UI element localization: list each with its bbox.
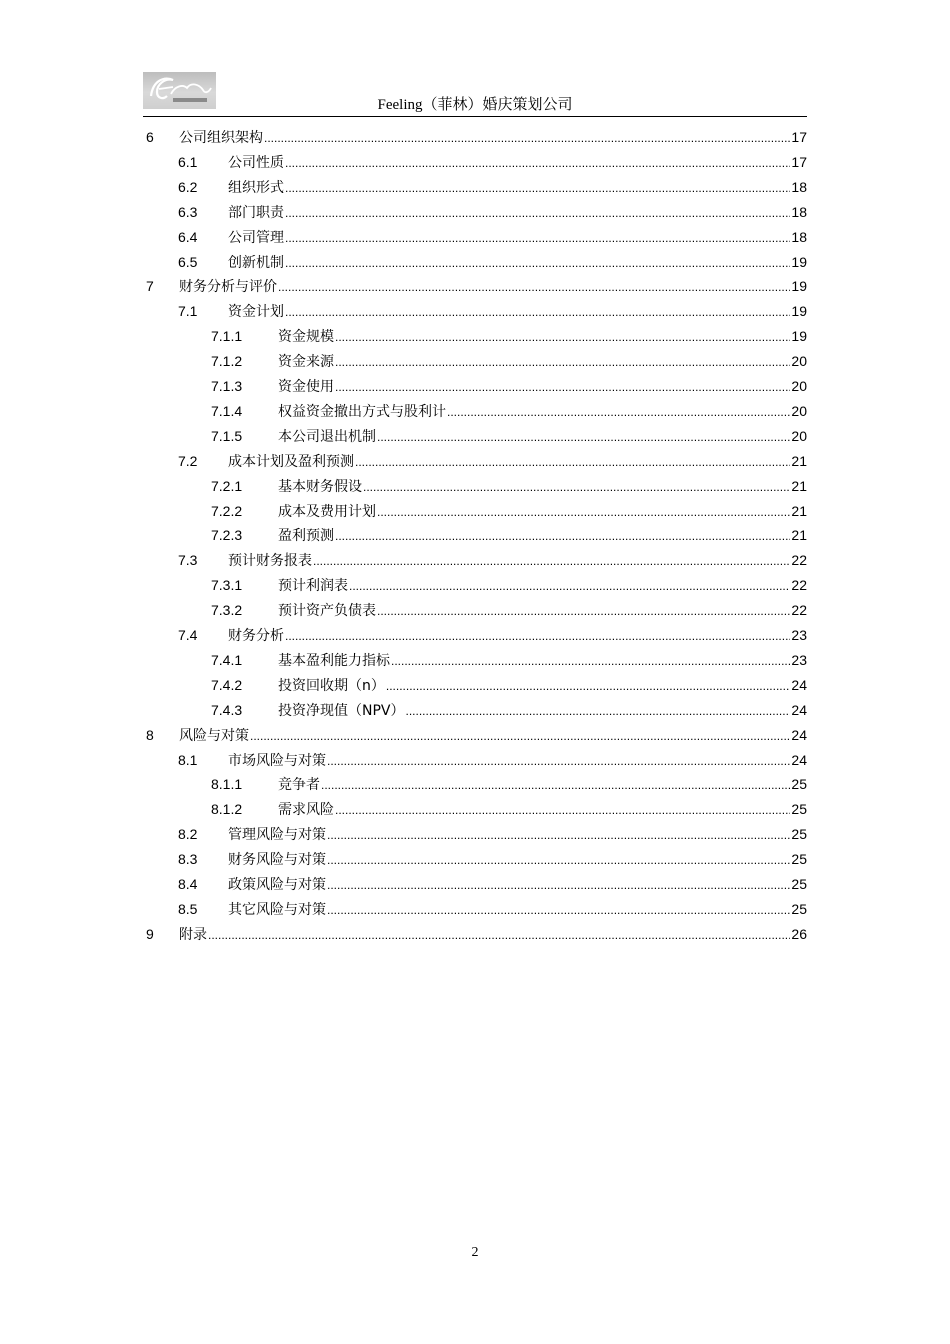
toc-entry-number: 7.4.2 xyxy=(211,676,243,693)
toc-entry-title: 公司性质 xyxy=(228,154,284,171)
toc-entry-title: 风险与对策 xyxy=(179,727,249,744)
toc-entry[interactable] xyxy=(0,349,950,374)
toc-dot-leader xyxy=(335,798,790,823)
toc-entry-page: 19 xyxy=(791,278,807,295)
toc-entry[interactable] xyxy=(0,598,950,623)
toc-entry-page: 17 xyxy=(791,129,807,145)
toc-entry[interactable] xyxy=(0,648,950,673)
toc-entry-page: 26 xyxy=(791,925,807,942)
toc-entry-title: 成本及费用计划 xyxy=(278,503,376,520)
toc-entry-title: 资金来源 xyxy=(278,354,334,371)
toc-entry-title: 基本财务假设 xyxy=(278,478,362,495)
toc-entry-title: 基本盈利能力指标 xyxy=(278,652,390,669)
toc-entry-number: 7.1.4 xyxy=(211,402,243,419)
toc-dot-leader xyxy=(285,176,790,201)
toc-dot-leader xyxy=(250,724,790,749)
toc-entry-number: 6.1 xyxy=(178,153,198,170)
toc-entry-number: 6.3 xyxy=(178,203,198,220)
toc-entry-page: 18 xyxy=(791,203,807,220)
toc-entry-title: 市场风险与对策 xyxy=(228,752,326,769)
toc-entry[interactable] xyxy=(0,847,950,872)
toc-entry-number: 7.1.1 xyxy=(211,328,243,345)
toc-entry-number: 8 xyxy=(146,726,154,743)
toc-entry-page: 24 xyxy=(791,751,807,768)
toc-entry[interactable] xyxy=(0,175,950,200)
toc-entry-number: 8.5 xyxy=(178,900,198,917)
toc-entry[interactable] xyxy=(0,125,950,150)
toc-entry-title: 部门职责 xyxy=(228,204,284,221)
toc-entry-title: 权益资金撤出方式与股利计 xyxy=(278,403,446,420)
toc-entry-page: 24 xyxy=(791,701,807,718)
toc-entry-number: 7.3 xyxy=(178,552,198,569)
toc-entry-number: 8.1 xyxy=(178,751,198,768)
toc-entry[interactable] xyxy=(0,772,950,797)
toc-entry-number: 7.3.2 xyxy=(211,602,243,619)
toc-entry-page: 21 xyxy=(791,502,807,519)
toc-entry[interactable] xyxy=(0,274,950,299)
toc-entry-page: 23 xyxy=(791,651,807,668)
toc-entry-number: 7.2 xyxy=(178,452,198,469)
toc-entry[interactable] xyxy=(0,822,950,847)
toc-entry[interactable] xyxy=(0,573,950,598)
toc-entry[interactable] xyxy=(0,723,950,748)
toc-entry-number: 7.4.3 xyxy=(211,701,243,718)
toc-entry-page: 25 xyxy=(791,826,807,843)
toc-entry-page: 20 xyxy=(791,427,807,444)
toc-entry-title: 需求风险 xyxy=(278,802,334,819)
toc-entry-page: 25 xyxy=(791,900,807,917)
toc-dot-leader xyxy=(335,524,790,549)
toc-entry-title: 投资净现值（NPV） xyxy=(278,702,405,719)
toc-entry[interactable] xyxy=(0,374,950,399)
toc-entry-page: 19 xyxy=(791,328,807,345)
toc-dot-leader xyxy=(406,699,791,724)
toc-entry-page: 18 xyxy=(791,228,807,245)
toc-dot-leader xyxy=(377,599,790,624)
toc-entry[interactable] xyxy=(0,897,950,922)
toc-entry-number: 7.4.1 xyxy=(211,651,243,668)
toc-entry[interactable] xyxy=(0,922,950,947)
header-divider xyxy=(143,116,807,117)
toc-dot-leader xyxy=(264,126,790,151)
toc-entry[interactable] xyxy=(0,324,950,349)
toc-entry-number: 7.4 xyxy=(178,627,198,643)
toc-dot-leader xyxy=(335,325,790,350)
toc-entry-title: 资金计划 xyxy=(228,304,284,321)
toc-entry-title: 资金规模 xyxy=(278,329,334,346)
toc-entry-title: 本公司退出机制 xyxy=(278,428,376,445)
toc-entry-title: 预计利润表 xyxy=(278,578,348,595)
toc-dot-leader xyxy=(386,674,791,699)
toc-entry[interactable] xyxy=(0,200,950,225)
toc-entry-title: 财务分析 xyxy=(228,628,284,644)
toc-entry[interactable] xyxy=(0,225,950,250)
toc-entry-page: 22 xyxy=(791,552,807,569)
toc-entry-number: 8.2 xyxy=(178,826,198,843)
toc-entry[interactable] xyxy=(0,399,950,424)
toc-entry-page: 25 xyxy=(791,851,807,868)
toc-entry[interactable] xyxy=(0,250,950,275)
toc-entry-title: 财务分析与评价 xyxy=(179,279,277,296)
toc-dot-leader xyxy=(377,425,790,450)
toc-entry[interactable] xyxy=(0,872,950,897)
toc-entry-page: 20 xyxy=(791,353,807,370)
toc-entry[interactable] xyxy=(0,474,950,499)
toc-entry[interactable] xyxy=(0,623,950,648)
toc-dot-leader xyxy=(327,823,790,848)
toc-entry-title: 盈利预测 xyxy=(278,528,334,545)
toc-entry-title: 预计资产负债表 xyxy=(278,603,376,620)
toc-entry-number: 7.1.3 xyxy=(211,378,243,394)
toc-dot-leader xyxy=(285,226,790,251)
toc-entry-page: 23 xyxy=(791,627,807,643)
toc-dot-leader xyxy=(327,749,790,774)
toc-entry-number: 8.3 xyxy=(178,851,198,868)
toc-dot-leader xyxy=(285,201,790,226)
toc-dot-leader xyxy=(278,275,790,300)
toc-dot-leader xyxy=(355,450,790,475)
toc-entry-number: 7.1.5 xyxy=(211,427,243,444)
toc-entry[interactable] xyxy=(0,523,950,548)
toc-entry-title: 预计财务报表 xyxy=(228,553,312,570)
toc-dot-leader xyxy=(285,151,790,176)
toc-dot-leader xyxy=(391,649,790,674)
toc-entry-number: 8.1.2 xyxy=(211,801,243,818)
footer-page-number: 2 xyxy=(471,1245,479,1260)
toc-dot-leader xyxy=(327,898,790,923)
toc-dot-leader xyxy=(327,873,790,898)
toc-entry-number: 6.4 xyxy=(178,228,198,245)
toc-entry-page: 24 xyxy=(791,676,807,693)
toc-entry-title: 公司管理 xyxy=(228,229,284,246)
toc-entry[interactable] xyxy=(0,424,950,449)
toc-dot-leader xyxy=(327,848,790,873)
toc-entry-page: 25 xyxy=(791,801,807,818)
toc-entry-title: 其它风险与对策 xyxy=(228,901,326,918)
toc-entry-title: 投资回收期（n） xyxy=(278,677,385,694)
toc-dot-leader xyxy=(313,549,790,574)
toc-entry[interactable] xyxy=(0,299,950,324)
toc-entry-number: 7.1.2 xyxy=(211,353,243,370)
toc-entry-title: 竞争者 xyxy=(278,777,320,794)
toc-entry-page: 20 xyxy=(791,402,807,419)
toc-entry-page: 25 xyxy=(791,876,807,892)
toc-entry-title: 公司组织架构 xyxy=(179,130,263,146)
toc-dot-leader xyxy=(349,574,790,599)
toc-entry-title: 管理风险与对策 xyxy=(228,827,326,844)
toc-entry-page: 21 xyxy=(791,452,807,469)
toc-dot-leader xyxy=(285,624,790,649)
toc-dot-leader xyxy=(447,400,790,425)
toc-entry-number: 7.2.2 xyxy=(211,502,243,519)
toc-entry-number: 7.1 xyxy=(178,303,198,320)
toc-entry-page: 20 xyxy=(791,378,807,394)
toc-entry-number: 7.2.1 xyxy=(211,477,243,494)
toc-entry-title: 政策风险与对策 xyxy=(228,877,326,893)
toc-entry-page: 19 xyxy=(791,253,807,270)
toc-entry-number: 7.2.3 xyxy=(211,527,243,544)
toc-entry-number: 8.4 xyxy=(178,876,198,892)
toc-entry-page: 22 xyxy=(791,602,807,619)
toc-entry-page: 25 xyxy=(791,776,807,793)
toc-dot-leader xyxy=(335,350,790,375)
toc-dot-leader xyxy=(321,773,790,798)
toc-entry-number: 6.5 xyxy=(178,253,198,270)
toc-entry-number: 7.3.1 xyxy=(211,577,243,594)
toc-entry[interactable] xyxy=(0,499,950,524)
toc-entry-title: 组织形式 xyxy=(228,179,284,196)
toc-dot-leader xyxy=(377,500,790,525)
toc-entry-number: 7 xyxy=(146,278,154,295)
toc-entry-title: 成本计划及盈利预测 xyxy=(228,453,354,470)
toc-entry[interactable] xyxy=(0,797,950,822)
toc-dot-leader xyxy=(363,475,790,500)
toc-entry-number: 6 xyxy=(146,129,154,145)
toc-entry-page: 17 xyxy=(791,153,807,170)
toc-dot-leader xyxy=(285,300,790,325)
toc-entry-title: 附录 xyxy=(179,926,207,943)
toc-entry[interactable] xyxy=(0,698,950,723)
toc-entry[interactable] xyxy=(0,748,950,773)
toc-entry[interactable] xyxy=(0,548,950,573)
toc-entry-page: 18 xyxy=(791,178,807,195)
toc-dot-leader xyxy=(208,923,790,948)
toc-entry[interactable] xyxy=(0,150,950,175)
toc-dot-leader xyxy=(335,375,790,400)
toc-entry-title: 创新机制 xyxy=(228,254,284,271)
toc-entry-page: 19 xyxy=(791,303,807,320)
toc-entry-number: 8.1.1 xyxy=(211,776,243,793)
toc-entry-page: 24 xyxy=(791,726,807,743)
toc-entry[interactable] xyxy=(0,449,950,474)
toc-entry-number: 6.2 xyxy=(178,178,198,195)
toc-entry[interactable] xyxy=(0,673,950,698)
toc-entry-title: 财务风险与对策 xyxy=(228,852,326,869)
toc-entry-title: 资金使用 xyxy=(278,379,334,395)
toc-entry-page: 21 xyxy=(791,527,807,544)
toc-entry-number: 9 xyxy=(146,925,154,942)
toc-dot-leader xyxy=(285,251,790,276)
header-title: Feeling（菲林）婚庆策划公司 xyxy=(377,97,573,113)
toc-entry-page: 22 xyxy=(791,577,807,594)
toc-entry-page: 21 xyxy=(791,477,807,494)
